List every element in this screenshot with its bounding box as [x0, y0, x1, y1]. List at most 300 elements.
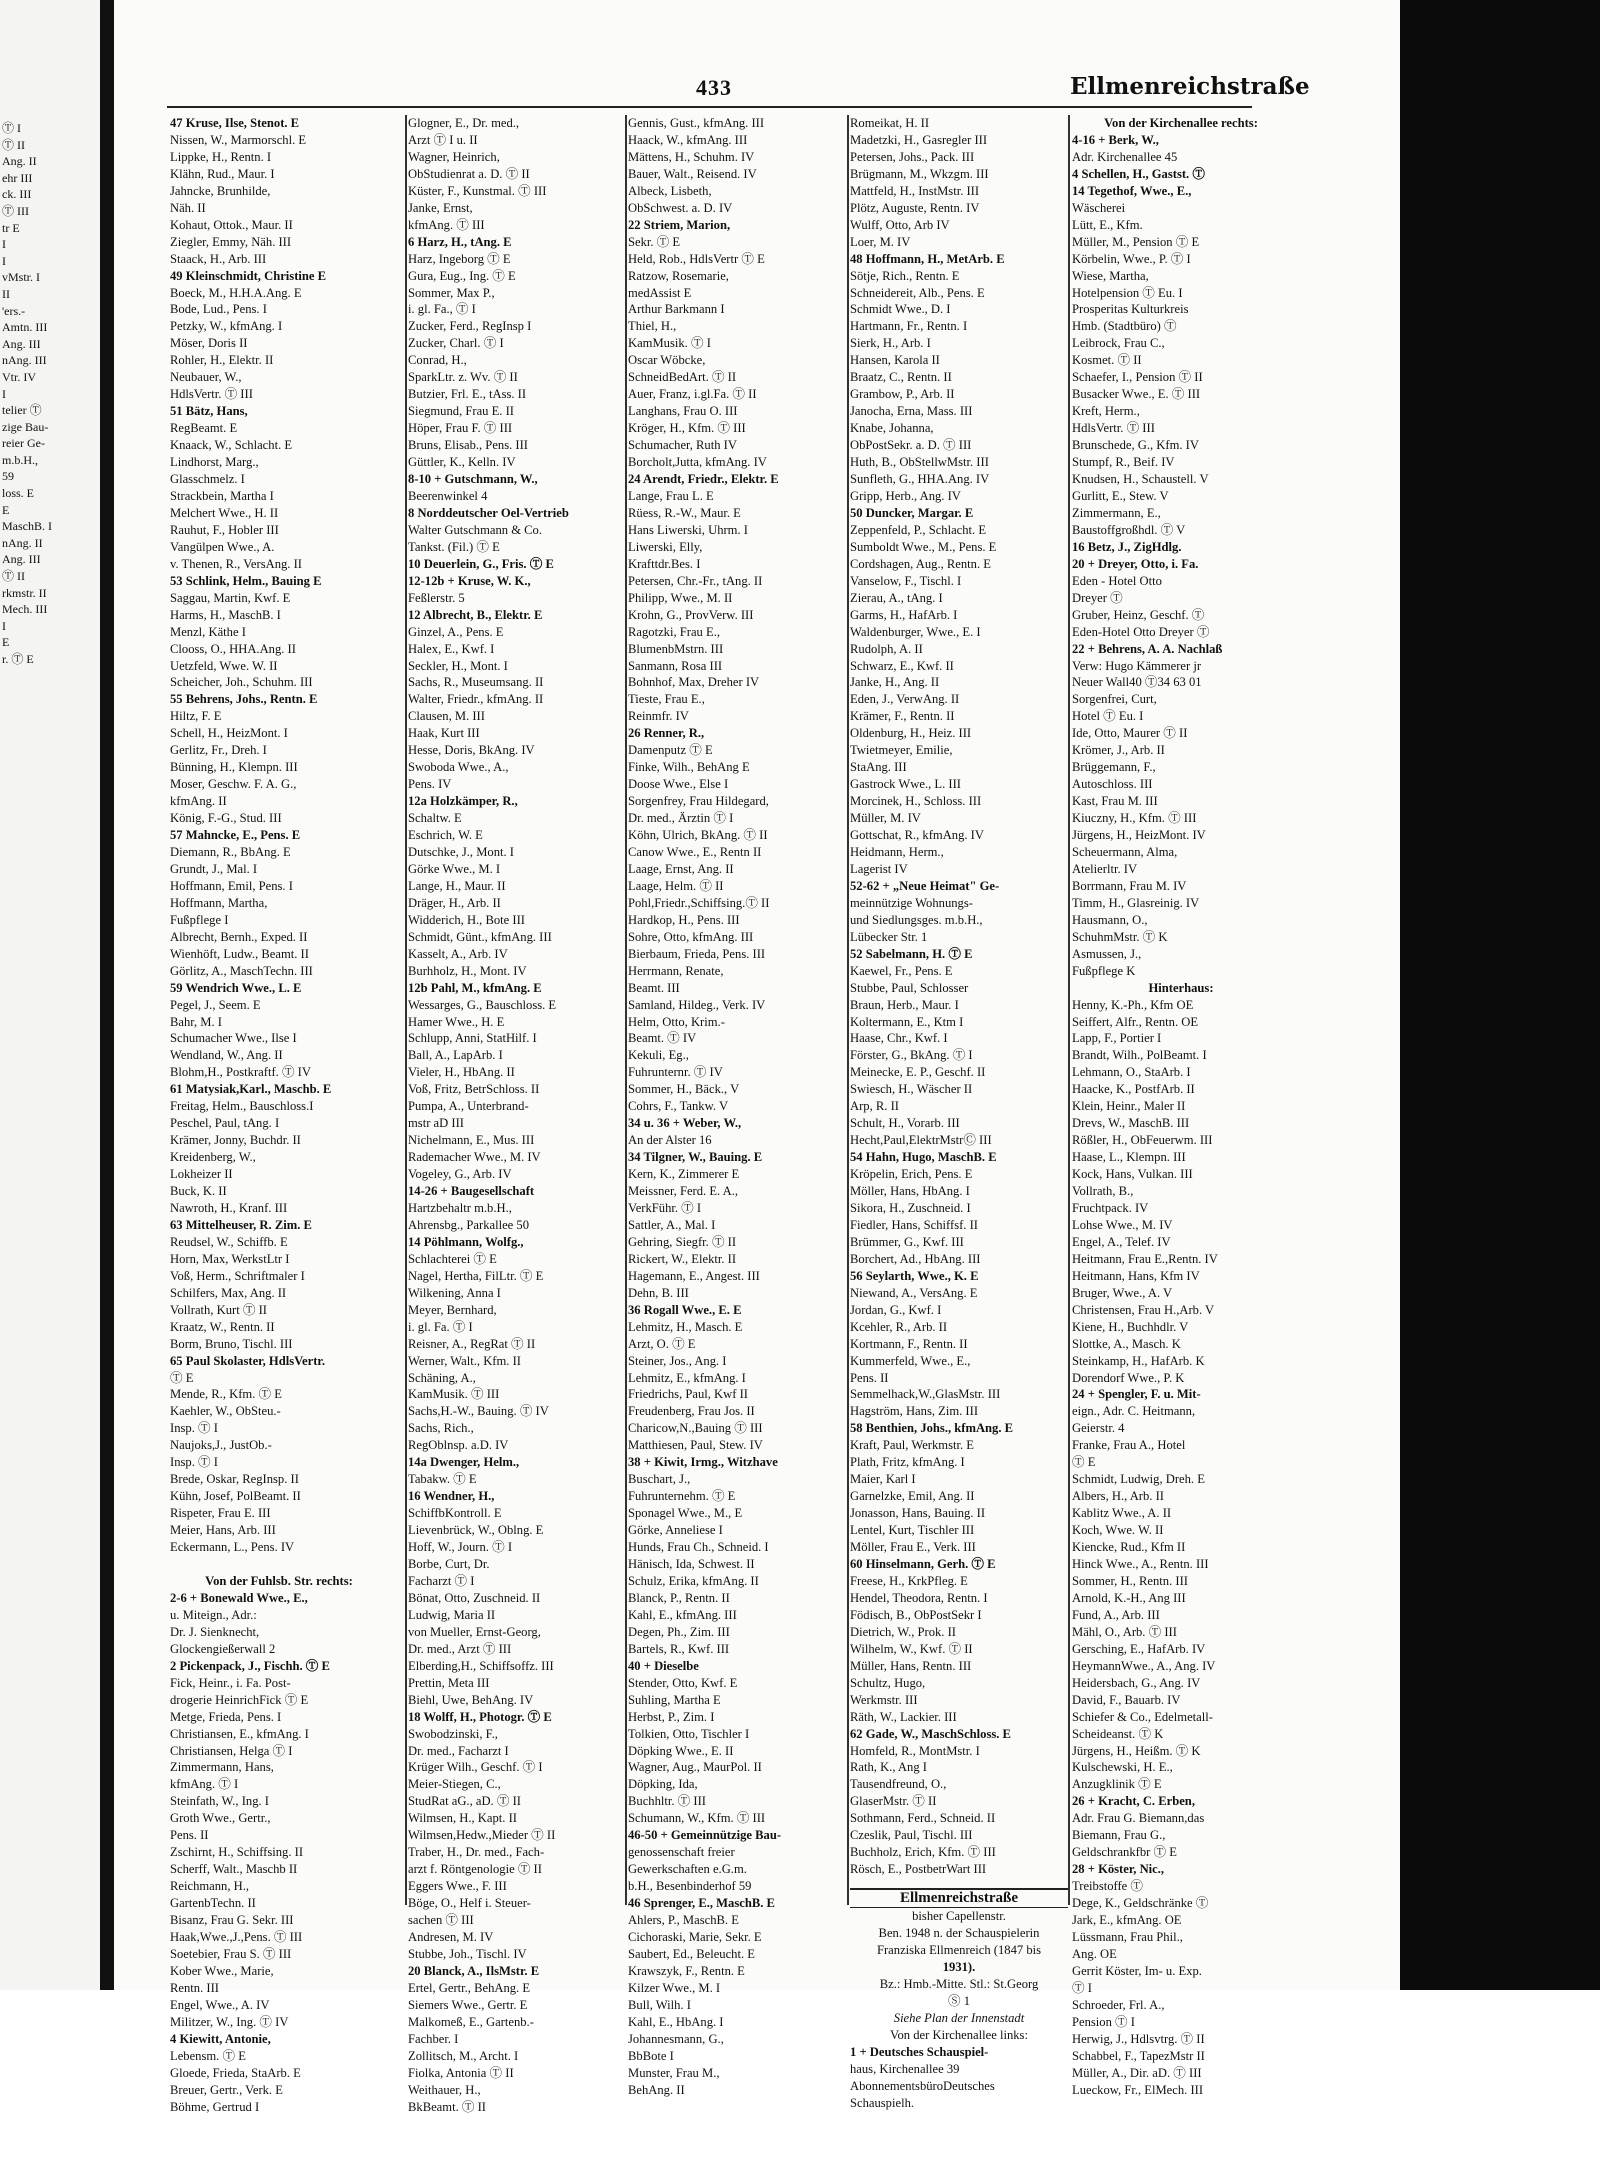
- directory-entry: 58 Benthien, Johs., kfmAng. E: [850, 1421, 1014, 1436]
- directory-entry: Bartels, R., Kwf. III: [628, 1641, 730, 1656]
- directory-entry: Siegmund, Frau E. II: [408, 404, 514, 419]
- directory-entry: kfmAng. Ⓣ III: [408, 217, 485, 232]
- directory-entry: Kühn, Josef, PolBeamt. II: [170, 1489, 301, 1504]
- directory-entry: KamMusik. Ⓣ III: [408, 1387, 500, 1402]
- directory-entry: Fußpflege K: [1072, 963, 1136, 978]
- directory-entry: Mähl, O., Arb. Ⓣ III: [1072, 1624, 1177, 1639]
- directory-entry: Dutschke, J., Mont. I: [408, 844, 514, 859]
- directory-entry: Maier, Karl I: [850, 1472, 916, 1487]
- directory-entry: Fachber. I: [408, 2031, 459, 2046]
- directory-entry: Niewand, A., VersAng. E: [850, 1285, 978, 1300]
- directory-entry: SchneidBedArt. Ⓣ II: [628, 370, 737, 385]
- directory-entry: Peschel, Paul, tAng. I: [170, 1116, 280, 1131]
- directory-entry: Arzt Ⓣ I u. II: [408, 132, 478, 147]
- directory-entry: Heitmann, Hans, Kfm IV: [1072, 1268, 1200, 1283]
- directory-entry: Wulff, Otto, Arb IV: [850, 217, 950, 232]
- directory-entry: Kiuczny, H., Kfm. Ⓣ III: [1072, 811, 1197, 826]
- directory-entry: Plötz, Auguste, Rentn. IV: [850, 200, 980, 215]
- spine-fragment: I: [2, 237, 6, 252]
- directory-entry: Böhme, Gertrud I: [170, 2099, 260, 2114]
- directory-entry: Siemers Wwe., Gertr. E: [408, 1997, 528, 2012]
- directory-entry: Adr. Frau G. Biemann,das: [1072, 1811, 1205, 1826]
- directory-entry: Buschart, J.,: [628, 1472, 691, 1487]
- directory-entry: Hoffmann, Emil, Pens. I: [170, 878, 293, 893]
- directory-entry: Arzt, O. Ⓣ E: [628, 1336, 696, 1351]
- directory-entry: ObPostSekr. a. D. Ⓣ III: [850, 438, 972, 453]
- directory-entry: Stubbe, Paul, Schlosser: [850, 980, 969, 995]
- spine-fragment: reier Ge-: [2, 436, 45, 451]
- directory-entry: Fiedler, Hans, Schiffsf. II: [850, 1217, 978, 1232]
- directory-entry: Dreyer Ⓣ: [1072, 590, 1123, 605]
- directory-entry: 53 Schlink, Helm., Bauing E: [170, 573, 322, 588]
- street-section-line: Von der Kirchenallee links:: [890, 2027, 1028, 2042]
- directory-entry: Beerenwinkel 4: [408, 488, 488, 503]
- directory-entry: Steinkamp, H., HafArb. K: [1072, 1353, 1205, 1368]
- directory-entry: Hartmann, Fr., Rentn. I: [850, 319, 968, 334]
- left-page-fragment: [0, 0, 105, 1990]
- directory-entry: Fiolka, Antonia Ⓣ II: [408, 2065, 514, 2080]
- page-number: 433: [696, 75, 732, 100]
- directory-entry: Drevs, W., MaschB. III: [1072, 1116, 1190, 1131]
- spine-fragment: m.b.H.,: [2, 452, 38, 467]
- directory-entry: Lange, Frau L. E: [628, 488, 714, 503]
- directory-entry: Hecht,Paul,ElektrMstrⒸ III: [850, 1133, 992, 1148]
- street-section-line: Bz.: Hmb.-Mitte. Stl.: St.Georg: [879, 1976, 1039, 1991]
- directory-entry: Sorgenfrey, Frau Hildegard,: [628, 794, 769, 809]
- spine-fragment: ck. III: [2, 187, 32, 202]
- directory-entry: Möser, Doris II: [170, 336, 248, 351]
- directory-entry: Christiansen, Helga Ⓣ I: [170, 1743, 293, 1758]
- spine-fragment: ehr III: [2, 170, 33, 185]
- directory-entry: Ⓣ E: [170, 1370, 194, 1385]
- directory-entry: Sierk, H., Arb. I: [850, 336, 931, 351]
- directory-entry: Meinecke, E. P., Geschf. II: [850, 1065, 986, 1080]
- directory-entry: Soetebier, Frau S. Ⓣ III: [170, 1946, 292, 1961]
- directory-entry: Clooss, O., HHA.Ang. II: [170, 641, 296, 656]
- directory-entry: Vollrath, Kurt Ⓣ II: [170, 1302, 268, 1317]
- directory-entry: Scherff, Walt., Maschb II: [170, 1862, 298, 1877]
- directory-entry: Clausen, M. III: [408, 709, 485, 724]
- directory-entry: Lagerist IV: [850, 861, 908, 876]
- directory-entry: Reisner, A., RegRat Ⓣ II: [408, 1336, 536, 1351]
- directory-entry: Haak, Kurt III: [408, 726, 480, 741]
- directory-entry: Bode, Lud., Pens. I: [170, 302, 267, 317]
- directory-entry: Brümmer, G., Kwf. III: [850, 1234, 964, 1249]
- directory-entry: Hausmann, O.,: [1072, 912, 1148, 927]
- directory-entry: Heitmann, Frau E.,Rentn. IV: [1072, 1251, 1218, 1266]
- directory-entry: Geierstr. 4: [1072, 1421, 1125, 1436]
- directory-entry: Insp. Ⓣ I: [170, 1455, 218, 1470]
- directory-entry: Schilfers, Max, Ang. II: [170, 1285, 287, 1300]
- directory-entry: Nagel, Hertha, FilLtr. Ⓣ E: [408, 1268, 544, 1283]
- directory-entry: Lehmann, O., StaArb. I: [1072, 1065, 1191, 1080]
- column-divider: [847, 115, 849, 1905]
- directory-entry: Pens. II: [850, 1370, 889, 1385]
- directory-entry: Hartzbehaltr m.b.H.,: [408, 1201, 512, 1215]
- directory-entry: Ⓣ I: [1072, 1980, 1092, 1995]
- directory-entry: Doose Wwe., Else I: [628, 777, 729, 792]
- directory-entry: Engel, A., Telef. IV: [1072, 1234, 1171, 1249]
- directory-entry: Nissen, W., Marmorschl. E: [170, 132, 307, 147]
- directory-entry: arzt f. Röntgenologie Ⓣ II: [408, 1862, 542, 1877]
- directory-entry: Hiltz, F. E: [170, 709, 222, 724]
- directory-entry: Rispeter, Frau E. III: [170, 1506, 271, 1521]
- directory-entry: Cichoraski, Marie, Sekr. E: [628, 1929, 762, 1944]
- directory-entry: Hoffmann, Martha,: [170, 895, 268, 910]
- directory-entry: RegOblnsp. a.D. IV: [408, 1438, 509, 1453]
- directory-entry: Koch, Wwe. W. II: [1072, 1523, 1164, 1538]
- spine-fragment: Ang. III: [2, 336, 41, 351]
- directory-entry: Held, Rob., HdlsVertr Ⓣ E: [628, 251, 765, 266]
- spine-fragment: Ⓣ III: [2, 203, 29, 218]
- directory-entry: Janke, H., Ang. II: [850, 675, 940, 690]
- directory-entry: Dräger, H., Arb. II: [408, 895, 501, 910]
- directory-entry: Kraatz, W., Rentn. II: [170, 1319, 275, 1334]
- directory-entry: Eden, J., VerwAng. II: [850, 692, 960, 707]
- directory-entry: Halex, E., Kwf. I: [408, 641, 495, 656]
- directory-entry: Eggers Wwe., F. III: [408, 1879, 507, 1894]
- directory-entry: Finke, Wilh., BehAng E: [628, 760, 750, 775]
- directory-entry: Oldenburg, H., Heiz. III: [850, 726, 972, 741]
- directory-entry: Stubbe, Joh., Tischl. IV: [408, 1946, 527, 1961]
- directory-entry: Biemann, Frau G.,: [1072, 1828, 1166, 1843]
- directory-entry: Wienhöft, Ludw., Beamt. II: [170, 946, 309, 961]
- directory-entry: Müller, A., Dir. aD. Ⓣ III: [1072, 2065, 1202, 2080]
- directory-entry: Degen, Ph., Zim. III: [628, 1624, 730, 1639]
- directory-entry: Ginzel, A., Pens. E: [408, 624, 504, 639]
- directory-entry: Dr. med., Arzt Ⓣ III: [408, 1641, 512, 1656]
- directory-entry: Mende, R., Kfm. Ⓣ E: [170, 1387, 282, 1402]
- directory-entry: Krafttdr.Bes. I: [628, 556, 701, 571]
- directory-entry: Pens. II: [170, 1828, 209, 1843]
- directory-entry: Heidmann, Herm.,: [850, 844, 944, 859]
- directory-entry: Zollitsch, M., Archt. I: [408, 2048, 519, 2063]
- directory-entry: Gerrit Köster, Im- u. Exp.: [1072, 1963, 1202, 1978]
- directory-entry: Lütt, E., Kfm.: [1072, 217, 1143, 232]
- directory-entry: Wilmsen, H., Kapt. II: [408, 1811, 517, 1826]
- directory-entry: Liwerski, Elly,: [628, 539, 703, 554]
- directory-entry: Zucker, Charl. Ⓣ I: [408, 336, 504, 351]
- directory-entry: Beamt. Ⓣ IV: [628, 1031, 697, 1046]
- directory-entry: Cohrs, F., Tankw. V: [628, 1099, 729, 1114]
- directory-entry: Förster, G., BkAng. Ⓣ I: [850, 1048, 973, 1063]
- directory-entry: 50 Duncker, Margar. E: [850, 505, 974, 520]
- directory-entry: Munster, Frau M.,: [628, 2065, 720, 2080]
- directory-entry: Seckler, H., Mont. I: [408, 658, 508, 673]
- directory-entry: Bull, Wilh. I: [628, 1997, 691, 2012]
- directory-entry: Hans Liwerski, Uhrm. I: [628, 522, 748, 537]
- spine-fragment: 'ers.-: [2, 303, 26, 318]
- directory-entry: Romeikat, H. II: [850, 116, 930, 130]
- spine-fragment: zige Bau-: [2, 419, 49, 434]
- directory-entry: Ahlers, P., MaschB. E: [628, 1913, 739, 1928]
- directory-entry: Vollrath, B.,: [1072, 1184, 1134, 1199]
- directory-entry: 52 Sabelmann, H. Ⓣ E: [850, 946, 973, 961]
- directory-entry: Kiencke, Rud., Kfm II: [1072, 1540, 1186, 1555]
- directory-entry: Petzky, W., kfmAng. I: [170, 319, 283, 334]
- directory-entry: Zschirnt, H., Schiffsing. II: [170, 1845, 304, 1860]
- directory-entry: Laage, Helm. Ⓣ II: [628, 878, 724, 893]
- directory-entry: 40 + Dieselbe: [628, 1658, 699, 1673]
- directory-entry: Kummerfeld, Wwe., E.,: [850, 1353, 971, 1368]
- spine-fragment: telier Ⓣ: [2, 403, 42, 418]
- directory-entry: Sunfleth, G., HHA.Ang. IV: [850, 472, 990, 487]
- directory-entry: Janke, Ernst,: [408, 200, 473, 215]
- directory-entry: 22 Striem, Marion,: [628, 217, 731, 232]
- directory-entry: Güttler, K., Kelln. IV: [408, 455, 516, 470]
- directory-entry: Horn, Max, WerkstLtr I: [170, 1251, 290, 1266]
- directory-entry: Döpking, Ida,: [628, 1777, 698, 1792]
- directory-entry: Wilhelm, W., Kwf. Ⓣ II: [850, 1641, 973, 1656]
- directory-entry: Walter, Friedr., kfmAng. II: [408, 692, 544, 707]
- directory-entry: Gura, Eug., Ing. Ⓣ E: [408, 268, 516, 283]
- directory-entry: Jahncke, Brunhilde,: [170, 183, 271, 198]
- directory-entry: Meyer, Bernhard,: [408, 1302, 497, 1317]
- directory-entry: Hinck Wwe., A., Rentn. III: [1072, 1557, 1209, 1572]
- directory-entry: Boeck, M., H.H.A.Ang. E: [170, 285, 302, 300]
- directory-entry: Autoschloss. III: [1072, 777, 1153, 792]
- directory-entry: Hardkop, H., Pens. III: [628, 912, 740, 927]
- directory-entry: Sommer, H., Rentn. III: [1072, 1573, 1188, 1588]
- directory-entry: Hansen, Karola II: [850, 353, 940, 368]
- directory-entry: GlaserMstr. Ⓣ II: [850, 1794, 937, 1809]
- directory-entry: RegBeamt. E: [170, 421, 238, 436]
- directory-entry: Eden-Hotel Otto Dreyer Ⓣ: [1072, 624, 1210, 639]
- directory-entry: Tieste, Frau E.,: [628, 692, 705, 707]
- directory-entry: Anzugklinik Ⓣ E: [1072, 1777, 1162, 1792]
- directory-entry: Busacker Wwe., E. Ⓣ III: [1072, 387, 1201, 402]
- directory-entry: Bierbaum, Frieda, Pens. III: [628, 946, 766, 961]
- directory-entry: Dr. med., Ärztin Ⓣ I: [628, 811, 734, 826]
- spine-fragment: Ⓣ I: [2, 121, 21, 135]
- directory-entry: Johannesmann, G.,: [628, 2031, 724, 2046]
- directory-entry: Krohn, G., ProvVerw. III: [628, 607, 754, 622]
- directory-entry: Möller, Frau E., Verk. III: [850, 1540, 976, 1555]
- directory-entry: 51 Bätz, Hans,: [170, 404, 248, 419]
- directory-entry: VerkFühr. Ⓣ I: [628, 1201, 702, 1215]
- column-divider: [1068, 115, 1070, 1905]
- directory-entry: Stender, Otto, Kwf. E: [628, 1675, 738, 1690]
- street-header: Ellmenreichstraße: [1070, 73, 1310, 100]
- directory-entry: 10 Deuerlein, G., Fris. Ⓣ E: [408, 556, 554, 571]
- directory-entry: Fuhrunternr. Ⓣ IV: [628, 1065, 723, 1080]
- directory-entry: Sekr. Ⓣ E: [628, 234, 681, 249]
- directory-entry: 34 u. 36 + Weber, W.,: [628, 1116, 742, 1131]
- directory-entry: Walter Gutschmann & Co.: [408, 522, 542, 537]
- directory-entry: KamMusik. Ⓣ I: [628, 336, 711, 351]
- spine-fragment: I: [2, 253, 6, 268]
- directory-entry: StudRat aG., aD. Ⓣ II: [408, 1794, 521, 1809]
- directory-entry: Wilmsen,Hedw.,Mieder Ⓣ II: [408, 1828, 556, 1843]
- street-section-line: Ben. 1948 n. der Schauspielerin: [878, 1926, 1040, 1941]
- directory-entry: Zucker, Ferd., RegInsp I: [408, 319, 532, 334]
- directory-entry: Reinmfr. IV: [628, 709, 689, 724]
- directory-entry: Görke Wwe., M. I: [408, 861, 501, 876]
- directory-entry: Heidersbach, G., Ang. IV: [1072, 1675, 1201, 1690]
- directory-entry: Ide, Otto, Maurer Ⓣ II: [1072, 726, 1188, 741]
- directory-entry: Schell, H., HeizMont. I: [170, 726, 288, 741]
- directory-entry: Feßlerstr. 5: [408, 590, 465, 605]
- directory-entry: Gehring, Siegfr. Ⓣ II: [628, 1234, 737, 1249]
- directory-entry: Schmidt Wwe., D. I: [850, 302, 951, 317]
- directory-entry: Voß, Herm., Schriftmaler I: [170, 1268, 305, 1283]
- directory-entry: König, F.-G., Stud. III: [170, 811, 282, 826]
- directory-entry: Klähn, Rud., Maur. I: [170, 166, 275, 181]
- directory-entry: Brede, Oskar, RegInsp. II: [170, 1472, 299, 1487]
- directory-entry: Gripp, Herb., Ang. IV: [850, 488, 961, 503]
- header-rule: [167, 106, 1252, 108]
- directory-entry: Kast, Frau M. III: [1072, 794, 1158, 809]
- directory-entry: Malkomeß, E., Gartenb.-: [408, 2014, 534, 2029]
- directory-entry: Ball, A., LapArb. I: [408, 1048, 503, 1063]
- directory-entry: Sötje, Rich., Rentn. E: [850, 268, 960, 283]
- directory-entry: eign., Adr. C. Heitmann,: [1072, 1404, 1196, 1419]
- directory-entry: Dorendorf Wwe., P. K: [1072, 1370, 1185, 1385]
- directory-entry: Sumboldt Wwe., M., Pens. E: [850, 539, 997, 554]
- directory-entry: Rohler, H., Elektr. II: [170, 353, 274, 368]
- directory-entry: Tausendfreund, O.,: [850, 1777, 947, 1792]
- directory-entry: Kreft, Herm.,: [1072, 404, 1140, 419]
- directory-entry: Bruger, Wwe., A. V: [1072, 1285, 1173, 1300]
- directory-entry: Brunschede, G., Kfm. IV: [1072, 438, 1199, 453]
- directory-entry: 28 + Köster, Nic.,: [1072, 1862, 1165, 1877]
- directory-entry: Matthiesen, Paul, Stew. IV: [628, 1438, 763, 1453]
- directory-entry: Mättens, H., Schuhm. IV: [628, 149, 755, 164]
- directory-entry: Vanselow, F., Tischl. I: [850, 573, 962, 588]
- directory-entry: Jark, E., kfmAng. OE: [1072, 1913, 1182, 1928]
- directory-entry: Charicow,N.,Bauing Ⓣ III: [628, 1421, 763, 1436]
- directory-entry: Seiffert, Alfr., Rentn. OE: [1072, 1014, 1199, 1029]
- directory-entry: Glogner, E., Dr. med.,: [408, 116, 520, 130]
- directory-entry: Freese, H., KrkPfleg. E: [850, 1573, 968, 1588]
- street-section-title: Ellmenreichstraße: [850, 1888, 1068, 1908]
- directory-entry: BehAng. II: [628, 2082, 685, 2097]
- directory-entry: 60 Hinselmann, Gerh. Ⓣ E: [850, 1557, 996, 1572]
- directory-entry: 61 Matysiak,Karl., Maschb. E: [170, 1082, 332, 1097]
- directory-entry: Loer, M. IV: [850, 234, 911, 249]
- directory-entry: Janocha, Erna, Mass. III: [850, 404, 973, 419]
- directory-entry: Uetzfeld, Wwe. W. II: [170, 658, 278, 673]
- directory-entry: Müller, Hans, Rentn. III: [850, 1658, 972, 1673]
- directory-entry: Sachs, R., Museumsang. II: [408, 675, 544, 690]
- directory-entry: Dege, K., Geldschränke Ⓣ: [1072, 1896, 1209, 1911]
- directory-entry: 26 Renner, R.,: [628, 726, 705, 741]
- directory-entry: 14 Pöhlmann, Wolfg.,: [408, 1234, 524, 1249]
- directory-entry: Kröpelin, Erich, Pens. E: [850, 1167, 973, 1182]
- directory-entry: Rickert, W., Elektr. II: [628, 1251, 737, 1266]
- directory-entry: Borbe, Curt, Dr.: [408, 1557, 490, 1572]
- directory-entry: Helm, Otto, Krim.-: [628, 1014, 725, 1029]
- directory-entry: Eckermann, L., Pens. IV: [170, 1540, 295, 1555]
- directory-entry: Kaewel, Fr., Pens. E: [850, 963, 953, 978]
- directory-entry: Kröger, H., Kfm. Ⓣ III: [628, 421, 746, 436]
- directory-entry: 2-6 + Bonewald Wwe., E.,: [170, 1590, 308, 1605]
- directory-entry: Geldschrankfbr Ⓣ E: [1072, 1845, 1177, 1860]
- spine-fragment: Ⓣ II: [2, 137, 25, 152]
- spine-fragment: Ⓣ II: [2, 569, 25, 584]
- directory-entry: Burhholz, H., Mont. IV: [408, 963, 527, 978]
- directory-entry: Fund, A., Arb. III: [1072, 1607, 1160, 1622]
- directory-entry: Tolkien, Otto, Tischler I: [628, 1726, 750, 1741]
- directory-entry: Blanck, P., Rentn. II: [628, 1590, 730, 1605]
- directory-entry: Knudsen, H., Schaustell. V: [1072, 472, 1209, 487]
- directory-entry: Ludwig, Maria II: [408, 1607, 496, 1622]
- directory-entry: Thiel, H.,: [628, 319, 677, 334]
- directory-entry: Pegel, J., Seem. E: [170, 997, 261, 1012]
- directory-entry: Groth Wwe., Gertr.,: [170, 1811, 271, 1826]
- directory-entry: Albrecht, Bernh., Exped. II: [170, 929, 308, 944]
- directory-entry: sachen Ⓣ III: [408, 1913, 474, 1928]
- directory-entry: Andresen, M. IV: [408, 1929, 494, 1944]
- directory-entry: Kekuli, Eg.,: [628, 1048, 689, 1063]
- directory-entry: 8-10 + Gutschmann, W.,: [408, 472, 538, 487]
- directory-entry: kfmAng. II: [170, 794, 227, 809]
- directory-entry: Krömer, J., Arb. II: [1072, 743, 1165, 758]
- column-divider: [405, 115, 407, 1905]
- directory-column-1: [170, 115, 388, 2115]
- directory-entry: Hagström, Hans, Zim. III: [850, 1404, 979, 1419]
- directory-entry: Schmidt, Ludwig, Dreh. E: [1072, 1472, 1205, 1487]
- directory-entry: Nawroth, H., Kranf. III: [170, 1201, 288, 1215]
- directory-entry: Knaack, W., Schlacht. E: [170, 438, 293, 453]
- directory-entry: Christensen, Frau H.,Arb. V: [1072, 1302, 1215, 1317]
- directory-entry: Saggau, Martin, Kwf. E: [170, 590, 291, 605]
- directory-entry: Wäscherei: [1072, 200, 1126, 215]
- directory-entry: Henny, K.-Ph., Kfm OE: [1072, 997, 1194, 1012]
- directory-entry: 52-62 + „Neue Heimat" Ge-: [850, 878, 1000, 893]
- directory-entry: Nichelmann, E., Mus. III: [408, 1133, 535, 1148]
- directory-entry: Schneidereit, Alb., Pens. E: [850, 285, 985, 300]
- directory-entry: Harms, H., MaschB. I: [170, 607, 281, 622]
- directory-entry: Födisch, B., ObPostSekr I: [850, 1607, 982, 1622]
- directory-entry: Kober Wwe., Marie,: [170, 1963, 274, 1978]
- directory-entry: Sattler, A., Mal. I: [628, 1217, 716, 1232]
- directory-entry: Timm, H., Glasreinig. IV: [1072, 895, 1200, 910]
- directory-entry: Conrad, H.,: [408, 353, 467, 368]
- directory-entry: Haase, L., Klempn. III: [1072, 1150, 1186, 1165]
- directory-entry: Hotelpension Ⓣ Eu. I: [1072, 285, 1183, 300]
- street-section-line: bisher Capellenstr.: [912, 1909, 1006, 1924]
- spine-fragment: 59: [2, 469, 14, 484]
- directory-entry: 4 Schellen, H., Gastst. Ⓣ: [1072, 166, 1205, 181]
- directory-entry: Facharzt Ⓣ I: [408, 1573, 475, 1588]
- directory-entry: Sommer, H., Bäck., V: [628, 1082, 740, 1097]
- directory-entry: Schumann, W., Kfm. Ⓣ III: [628, 1811, 766, 1826]
- directory-entry: An der Alster 16: [628, 1133, 712, 1148]
- directory-entry: Sponagel Wwe., M., E: [628, 1506, 743, 1521]
- directory-entry: Klein, Heinr., Maler II: [1072, 1099, 1186, 1114]
- directory-entry: Cordshagen, Aug., Rentn. E: [850, 556, 991, 571]
- directory-entry: b.H., Besenbinderhof 59: [628, 1879, 752, 1894]
- directory-column-2: [408, 115, 626, 2115]
- directory-entry: Madetzki, H., Gasregler III: [850, 132, 988, 147]
- directory-entry: Kilzer Wwe., M. I: [628, 1980, 721, 1995]
- directory-entry: 34 Tilgner, W., Bauing. E: [628, 1150, 763, 1165]
- directory-entry: Militzer, W., Ing. Ⓣ IV: [170, 2014, 289, 2029]
- directory-entry: 55 Behrens, Johs., Rentn. E: [170, 692, 318, 707]
- directory-entry: Kosmet. Ⓣ II: [1072, 353, 1142, 368]
- directory-entry: Czeslik, Paul, Tischl. III: [850, 1828, 973, 1843]
- directory-entry: Haase, Chr., Kwf. I: [850, 1031, 948, 1046]
- directory-entry: 8 Norddeutscher Oel-Vertrieb: [408, 505, 569, 520]
- spine-fragment: rkmstr. II: [2, 585, 47, 600]
- directory-entry: Von der Fuhlsb. Str. rechts:: [205, 1573, 353, 1588]
- directory-entry: Fick, Heinr., i. Fa. Post-: [170, 1675, 291, 1690]
- directory-entry: Borrmann, Frau M. IV: [1072, 878, 1187, 893]
- directory-entry: Dietrich, W., Prok. II: [850, 1624, 956, 1639]
- directory-entry: Reudsel, W., Schiffb. E: [170, 1234, 288, 1249]
- directory-entry: Bauer, Walt., Reisend. IV: [628, 166, 757, 181]
